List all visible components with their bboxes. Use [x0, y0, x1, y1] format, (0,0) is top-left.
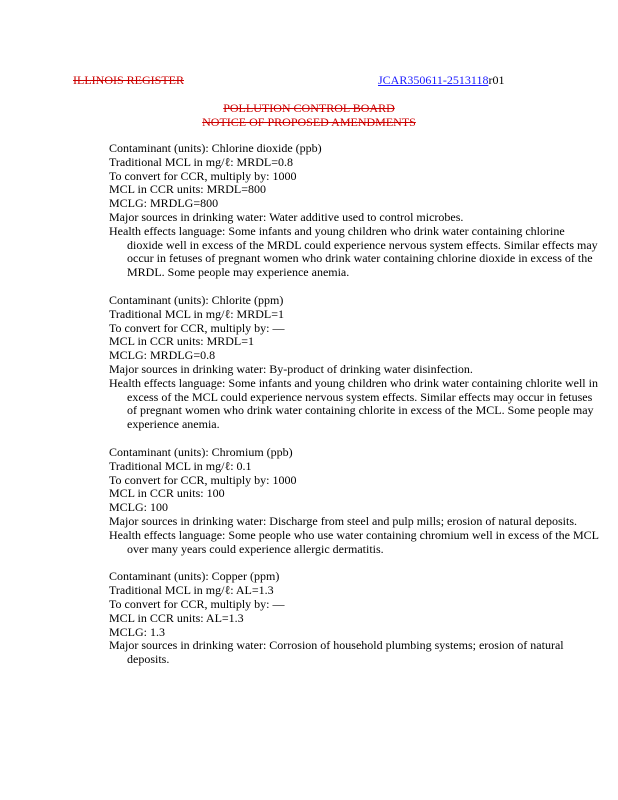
major-sources: Major sources in drinking water: Corrosion of household plumbing systems; erosion of natural deposits. — [109, 638, 564, 667]
contaminant-units: Contaminant (units): Chlorite (ppm) — [109, 292, 284, 307]
mclg: MCLG: MRDLG=800 — [109, 196, 219, 211]
document-code — [378, 73, 504, 87]
traditional-mcl: Traditional MCL in mg/ℓ: MRDL=1 — [109, 306, 284, 321]
mclg: MCLG: MRDLG=0.8 — [109, 348, 216, 363]
ccr-multiplier: To convert for CCR, multiply by: 1000 — [109, 168, 297, 183]
contaminant-units: Contaminant (units): Copper (ppm) — [109, 569, 280, 584]
contaminant-list — [109, 142, 599, 681]
traditional-mcl: Traditional MCL in mg/ℓ: MRDL=0.8 — [109, 154, 293, 169]
document-code-link[interactable]: JCAR350611-2513118 — [378, 73, 489, 87]
health-effects: Health effects language: Some people who use water containing chromium well in excess of the MCL over many years could experience allergic dermatitis. — [109, 527, 599, 556]
mcl-ccr-units: MCL in CCR units: 100 — [109, 486, 225, 501]
health-effects: Health effects language: Some infants and young children who drink water containing chlorite well in excess of the MCL could experience nervous system effects. Similar effects may occur in fetuses of pregnant women who drink water containing chlorite in excess of the MCL. Some people may experience anemia. — [109, 375, 598, 432]
mcl-ccr-units: MCL in CCR units: AL=1.3 — [109, 610, 244, 625]
traditional-mcl: Traditional MCL in mg/ℓ: 0.1 — [109, 458, 252, 473]
contaminant-entry-copper — [109, 570, 599, 667]
contaminant-entry-chlorite — [109, 294, 599, 432]
major-sources: Major sources in drinking water: By-product of drinking water disinfection. — [109, 361, 473, 376]
contaminant-units: Contaminant (units): Chromium (ppb) — [109, 444, 293, 459]
mcl-ccr-units: MCL in CCR units: MRDL=1 — [109, 334, 255, 349]
contaminant-entry-chromium — [109, 446, 599, 556]
ccr-multiplier: To convert for CCR, multiply by: 1000 — [109, 472, 297, 487]
major-sources: Major sources in drinking water: Water additive used to control microbes. — [109, 209, 464, 224]
ccr-multiplier: To convert for CCR, multiply by: — — [109, 320, 285, 335]
register-header: ILLINOIS REGISTER — [73, 73, 184, 87]
contaminant-entry-chlorine-dioxide — [109, 142, 599, 280]
mclg: MCLG: 100 — [109, 500, 169, 515]
contaminant-units: Contaminant (units): Chlorine dioxide (ppb) — [109, 141, 322, 155]
traditional-mcl: Traditional MCL in mg/ℓ: AL=1.3 — [109, 583, 274, 598]
notice-title: NOTICE OF PROPOSED AMENDMENTS — [202, 115, 416, 129]
ccr-multiplier: To convert for CCR, multiply by: — — [109, 596, 285, 611]
document-code-suffix: r01 — [488, 73, 505, 87]
mclg: MCLG: 1.3 — [109, 624, 166, 639]
major-sources: Major sources in drinking water: Discharge from steel and pulp mills; erosion of natural deposits. — [109, 513, 578, 528]
agency-title: POLLUTION CONTROL BOARD — [223, 101, 395, 115]
mcl-ccr-units: MCL in CCR units: MRDL=800 — [109, 182, 267, 197]
title-block — [0, 101, 618, 129]
health-effects: Health effects language: Some infants and young children who drink water containing chlorine dioxide well in excess of the MRDL could experience nervous system effects. Similar effects may occur in fetuses of pregnant women who drink water containing chlorine dioxide in excess of the MRDL. Some people may experience anemia. — [109, 223, 598, 280]
